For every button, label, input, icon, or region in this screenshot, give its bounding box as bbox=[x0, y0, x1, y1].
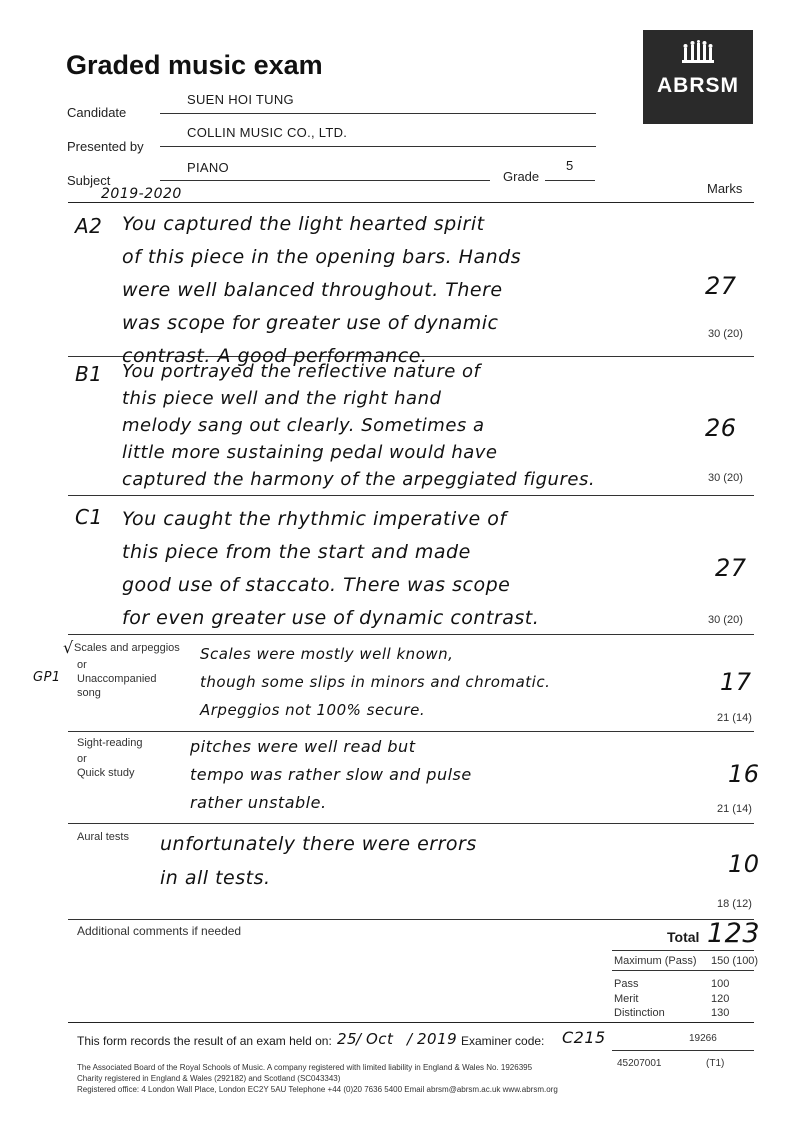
presented-value: COLLIN MUSIC CO., LTD. bbox=[187, 125, 348, 140]
max-value: 150 (100) bbox=[711, 955, 759, 967]
additional-comments-label: Additional comments if needed bbox=[77, 924, 242, 938]
ref-2: 45207001 bbox=[617, 1058, 662, 1069]
footer-top-line bbox=[68, 1022, 754, 1023]
section-divider bbox=[68, 495, 754, 496]
piece-code: A2 bbox=[75, 214, 103, 238]
scales-or: or bbox=[77, 659, 87, 671]
piece-code: C1 bbox=[75, 505, 103, 529]
max-label: Maximum (Pass) bbox=[614, 955, 697, 967]
exam-day: 25 bbox=[337, 1030, 358, 1048]
footer-legal-1: The Associated Board of the Royal Schools of Music. A company registered with limited liability in England & Wales No. 1926395 bbox=[77, 1063, 533, 1072]
sight-mark: 16 bbox=[728, 760, 760, 788]
pass-value: 100 bbox=[711, 978, 730, 990]
mark-scale: 21 (14) bbox=[717, 712, 752, 724]
presented-label: Presented by bbox=[67, 139, 144, 154]
candidate-value: SUEN HOI TUNG bbox=[187, 92, 294, 107]
unaccompanied-label: Unaccompanied bbox=[77, 673, 157, 685]
piece-mark: 26 bbox=[705, 414, 737, 442]
sight-or: or bbox=[77, 753, 87, 765]
pass-label: Pass bbox=[614, 978, 639, 990]
examiner-code: C215 bbox=[562, 1028, 606, 1047]
exam-year: 2019 bbox=[417, 1030, 458, 1048]
logo-text: ABRSM bbox=[657, 74, 739, 97]
mark-scale: 30 (20) bbox=[708, 328, 743, 340]
date-slash: / bbox=[407, 1030, 413, 1048]
distinction-value: 130 bbox=[711, 1007, 730, 1019]
sight-reading-label: Sight-reading bbox=[77, 737, 143, 749]
section-divider bbox=[68, 731, 754, 732]
piece-comment: You captured the light hearted spirit of this piece in the opening bars. Hands were well balanced throughout. There was scope for greater use of dynamic contrast. A good performance. bbox=[122, 213, 522, 367]
candidate-line bbox=[160, 113, 596, 114]
crown-icon bbox=[678, 40, 718, 68]
aural-mark: 10 bbox=[728, 850, 760, 878]
song-label: song bbox=[77, 687, 101, 699]
total-value: 123 bbox=[707, 918, 761, 949]
presented-line bbox=[160, 146, 596, 147]
max-line bbox=[612, 970, 754, 971]
sight-comment: pitches were well read but tempo was rather slow and pulse rather unstable. bbox=[190, 737, 472, 812]
subject-label: Subject bbox=[67, 173, 111, 188]
mark-scale: 30 (20) bbox=[708, 614, 743, 626]
scales-label: Scales and arpeggios bbox=[74, 642, 180, 654]
page-title: Graded music exam bbox=[66, 50, 323, 80]
mark-scale: 30 (20) bbox=[708, 472, 743, 484]
piece-code: B1 bbox=[75, 362, 103, 386]
piece-comment: You caught the rhythmic imperative of this piece from the start and made good use of staccato. There was scope for even greater use of dynamic contrast. bbox=[122, 508, 540, 629]
ref-1: 19266 bbox=[689, 1033, 717, 1044]
section-divider bbox=[68, 823, 754, 824]
piece-mark: 27 bbox=[705, 272, 737, 300]
piece-mark: 27 bbox=[715, 554, 747, 582]
scales-mark: 17 bbox=[720, 668, 752, 696]
total-label: Total bbox=[667, 929, 700, 945]
total-line bbox=[612, 950, 754, 951]
distinction-label: Distinction bbox=[614, 1007, 665, 1019]
mark-scale: 21 (14) bbox=[717, 803, 752, 815]
footer-code-line bbox=[612, 1050, 754, 1051]
mark-scale: 18 (12) bbox=[717, 898, 752, 910]
exam-month: Oct bbox=[366, 1030, 394, 1048]
footer-legal-3: Registered office: 4 London Wall Place, London EC2Y 5AU Telephone +44 (0)20 7636 5400 Email abrsm@abrsm.ac.uk www.abrsm.org bbox=[77, 1085, 558, 1094]
subject-value: PIANO bbox=[187, 160, 229, 175]
check-mark: √ bbox=[63, 638, 74, 657]
merit-label: Merit bbox=[614, 993, 639, 1005]
piece-comment: You portrayed the reflective nature of this piece well and the right hand melody sang out clearly. Sometimes a little more sustaining pedal would have captured the harmony of the arpeggiated figures. bbox=[122, 361, 596, 490]
date-slash: / bbox=[356, 1030, 362, 1048]
aural-comment: unfortunately there were errors in all tests. bbox=[160, 833, 477, 889]
subject-line bbox=[160, 180, 490, 181]
section-divider bbox=[68, 919, 754, 920]
aural-label: Aural tests bbox=[77, 831, 129, 843]
ref-3: (T1) bbox=[706, 1058, 725, 1069]
section-divider bbox=[68, 202, 754, 203]
merit-value: 120 bbox=[711, 993, 730, 1005]
marks-header: Marks bbox=[707, 181, 743, 196]
grade-value: 5 bbox=[566, 158, 574, 173]
abrsm-logo bbox=[643, 30, 753, 124]
examiner-label: Examiner code: bbox=[461, 1034, 545, 1048]
candidate-label: Candidate bbox=[67, 105, 127, 120]
scales-comment: Scales were mostly well known, though some slips in minors and chromatic. Arpeggios not 100% secure. bbox=[200, 645, 551, 719]
held-label: This form records the result of an exam held on: bbox=[77, 1034, 332, 1048]
scales-code: GP1 bbox=[33, 670, 61, 685]
footer-legal-2: Charity registered in England & Wales (292182) and Scotland (SC043343) bbox=[77, 1074, 341, 1083]
grade-label: Grade bbox=[503, 169, 540, 184]
grade-line bbox=[545, 180, 595, 181]
quick-study-label: Quick study bbox=[77, 767, 135, 779]
subject-note: 2019-2020 bbox=[101, 186, 182, 202]
